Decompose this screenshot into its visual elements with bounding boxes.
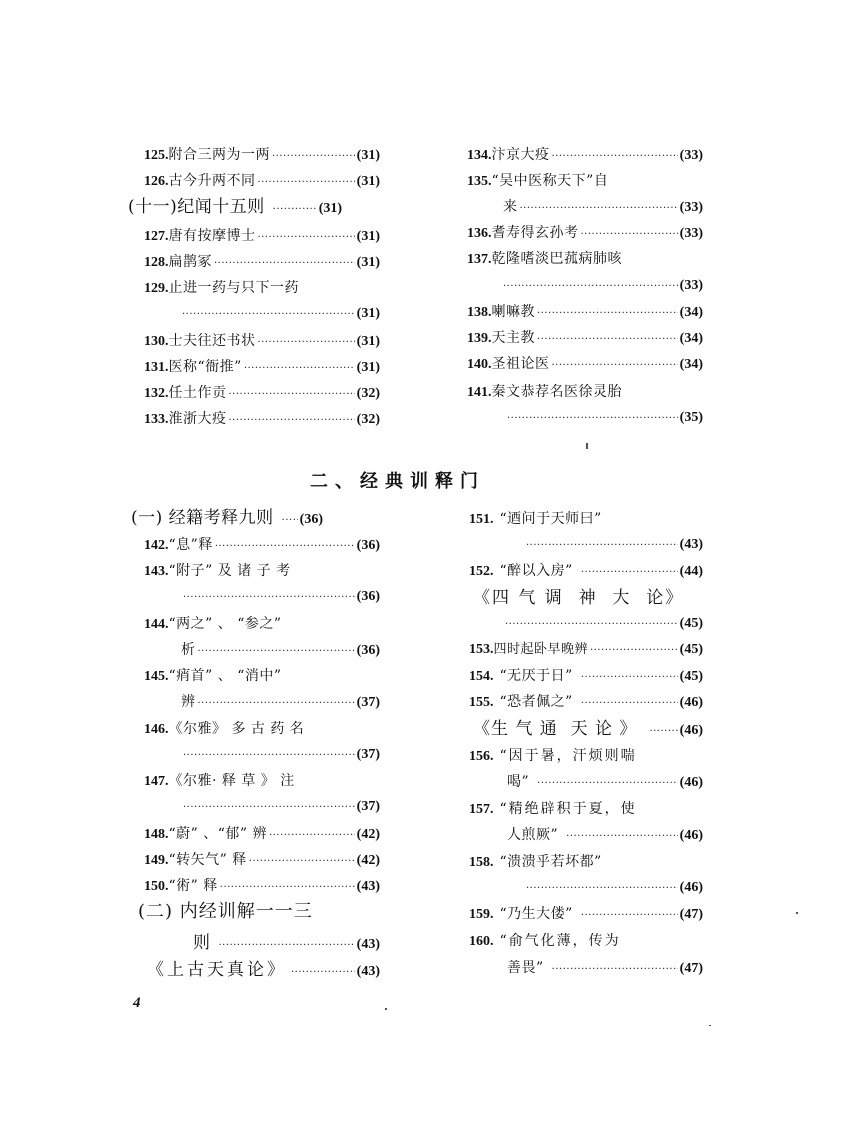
entry-title: 耆寿得玄孙考 — [491, 225, 579, 241]
leader-dots — [273, 201, 317, 219]
leader-dots — [581, 226, 678, 244]
entry-number: 157. — [469, 802, 494, 817]
entry-number: 155. — [469, 695, 494, 710]
leader-dots — [552, 148, 678, 166]
entry-number: 129. — [144, 281, 169, 296]
toc-entry-continuation[interactable] — [183, 746, 380, 765]
entry-page: (37) — [356, 747, 380, 762]
entry-page: (36) — [356, 538, 380, 553]
entry-number: 138. — [467, 305, 492, 320]
entry-page: (31) — [356, 174, 380, 189]
toc-entry-continuation[interactable] — [182, 305, 380, 324]
toc-entry[interactable] — [469, 747, 703, 766]
entry-title: 圣祖论医 — [491, 356, 550, 372]
leader-dots — [505, 616, 678, 634]
leader-dots — [282, 512, 298, 530]
entry-number: 148. — [144, 827, 169, 842]
entry-number: 156. — [469, 749, 494, 764]
entry-title: 医称“衙推” — [168, 359, 242, 375]
entry-number: 154. — [469, 669, 494, 684]
leader-dots — [214, 255, 355, 273]
toc-entry-continuation[interactable] — [183, 798, 380, 817]
subsection-title: (二) 内经训解一一三 — [138, 901, 313, 922]
toc-entry[interactable] — [144, 562, 380, 581]
entry-title: 士夫往还书状 — [168, 333, 256, 349]
chapter-title: 《上古天真论》 — [147, 960, 287, 980]
leader-dots — [566, 828, 678, 846]
toc-entry-continuation[interactable] — [505, 615, 703, 634]
entry-number: 130. — [144, 334, 169, 349]
toc-entry[interactable] — [144, 332, 380, 352]
entry-title: “迺问于天师曰” — [499, 511, 602, 527]
toc-entry[interactable] — [144, 615, 380, 634]
entry-title: 汴京大疫 — [491, 147, 550, 163]
entry-page: (45) — [679, 669, 703, 684]
entry-title: “精绝辟积于夏，使 — [499, 801, 637, 817]
entry-title: “因于暑，汗烦则喘 — [499, 748, 637, 764]
entry-title: “转矢气” 释 — [168, 852, 247, 868]
toc-entry[interactable] — [469, 800, 703, 819]
entry-number: 132. — [144, 386, 169, 401]
toc-entry[interactable] — [469, 667, 703, 687]
toc-entry[interactable] — [467, 303, 703, 323]
entry-page: (31) — [356, 306, 380, 321]
entry-title-cont: 人煎厥” — [507, 827, 559, 843]
toc-entry[interactable] — [467, 250, 703, 269]
entry-page: (32) — [356, 386, 380, 401]
entry-title: “恐者佩之” — [499, 694, 573, 710]
entry-title: 古今升两不同 — [168, 173, 256, 189]
toc-entry[interactable] — [469, 510, 703, 529]
entry-number: 126. — [144, 174, 169, 189]
entry-page: (31) — [356, 334, 380, 349]
entry-page: (46) — [679, 828, 703, 843]
subsection-title-cont: 则 — [193, 933, 211, 953]
toc-subsection-heading[interactable] — [138, 903, 380, 921]
toc-entry-continuation[interactable] — [507, 959, 703, 979]
leader-dots — [537, 775, 678, 793]
entry-number: 135. — [467, 174, 492, 189]
entry-number: 131. — [144, 360, 169, 375]
leader-dots — [244, 360, 355, 378]
toc-subsection-heading[interactable] — [128, 198, 380, 219]
leader-dots — [183, 799, 355, 817]
entry-number: 153. — [469, 642, 494, 657]
entry-title: “俞气化薄，传为 — [499, 933, 621, 949]
toc-entry-continuation[interactable] — [183, 588, 380, 607]
entry-number: 133. — [144, 412, 169, 427]
toc-entry[interactable] — [144, 410, 380, 430]
toc-entry[interactable] — [144, 358, 380, 378]
toc-entry[interactable] — [469, 693, 703, 713]
toc-entry[interactable] — [144, 172, 380, 192]
entry-page: (45) — [679, 616, 703, 631]
entry-page: (35) — [679, 410, 703, 425]
entry-page: (46) — [679, 695, 703, 710]
toc-entry[interactable] — [467, 383, 703, 402]
entry-page: (34) — [679, 331, 703, 346]
toc-entry-continuation[interactable] — [526, 879, 703, 898]
leader-dots — [526, 537, 678, 555]
toc-entry-continuation[interactable] — [507, 409, 703, 428]
scan-speck — [709, 1025, 711, 1026]
toc-entry[interactable] — [144, 877, 380, 897]
entry-page: (46) — [679, 723, 703, 738]
toc-entry-continuation[interactable] — [526, 536, 703, 555]
entry-number: 136. — [467, 226, 492, 241]
leader-dots — [581, 907, 678, 925]
entry-number: 140. — [467, 357, 492, 372]
toc-entry-continuation[interactable] — [507, 826, 703, 846]
entry-page: (31) — [356, 360, 380, 375]
entry-number: 141. — [467, 385, 492, 400]
entry-page: (37) — [356, 799, 380, 814]
entry-number: 151. — [469, 512, 494, 527]
entry-title: “術” 释 — [168, 878, 218, 894]
leader-dots — [272, 148, 355, 166]
entry-title: 淮浙大疫 — [168, 411, 227, 427]
toc-entry-continuation[interactable] — [507, 773, 703, 793]
leader-dots — [229, 386, 355, 404]
toc-entry-continuation[interactable] — [181, 641, 380, 661]
toc-entry-continuation[interactable] — [503, 198, 703, 218]
entry-page: (31) — [356, 255, 380, 270]
entry-title: 天主教 — [491, 330, 535, 346]
subsection-title: (十一)纪闻十五则 — [128, 197, 265, 217]
toc-entry[interactable] — [144, 146, 380, 166]
entry-title: 秦文恭荐名医徐灵胎 — [491, 384, 622, 400]
entry-title-cont: 善畏” — [507, 960, 544, 976]
toc-entry[interactable] — [467, 224, 703, 244]
entry-page: (33) — [679, 148, 703, 163]
scan-speck — [796, 912, 798, 914]
leader-dots — [291, 964, 355, 982]
toc-entry[interactable] — [144, 667, 380, 686]
entry-number: 145. — [144, 669, 169, 684]
entry-number: 127. — [144, 229, 169, 244]
leader-dots — [215, 538, 355, 556]
entry-title: “乃生大偻” — [499, 906, 573, 922]
entry-title-cont: 辨 — [181, 694, 196, 710]
entry-number: 147. — [144, 774, 169, 789]
entry-title: “无厌于日” — [499, 668, 573, 684]
chapter-title: 《生 气 通 天 论 》 — [473, 719, 638, 739]
leader-dots — [503, 278, 678, 296]
entry-page: (45) — [679, 642, 703, 657]
toc-entry[interactable] — [467, 355, 703, 375]
toc-entry[interactable] — [144, 825, 380, 845]
toc-entry[interactable] — [144, 279, 380, 298]
leader-dots — [182, 306, 355, 324]
leader-dots — [219, 937, 355, 955]
entry-title-cont: 来 — [503, 199, 518, 215]
entry-page: (36) — [356, 589, 380, 604]
leader-dots — [552, 961, 678, 979]
toc-entry[interactable] — [144, 384, 380, 404]
leader-dots — [183, 589, 355, 607]
entry-page: (31) — [356, 229, 380, 244]
toc-entry[interactable] — [144, 720, 380, 739]
entry-page: (36) — [356, 643, 380, 658]
entry-title: 《尔雅· 释 草 》 注 — [168, 773, 295, 789]
entry-title: 扁鹊冢 — [168, 254, 212, 270]
leader-dots — [537, 305, 678, 323]
entry-number: 159. — [469, 907, 494, 922]
entry-number: 149. — [144, 853, 169, 868]
entry-page: (46) — [679, 775, 703, 790]
entry-number: 152. — [469, 564, 494, 579]
entry-title-cont: 喝” — [507, 774, 530, 790]
entry-title: “痟首” 、 “消中” — [168, 668, 282, 684]
leader-dots — [229, 412, 355, 430]
toc-subsection-heading-continuation[interactable] — [193, 934, 380, 955]
entry-page: (37) — [356, 695, 380, 710]
entry-title: 喇嘛教 — [491, 304, 535, 320]
leader-dots — [649, 723, 677, 741]
entry-page: (43) — [356, 937, 380, 952]
toc-entry[interactable] — [144, 851, 380, 871]
toc-entry[interactable] — [469, 932, 703, 951]
entry-number: 142. — [144, 538, 169, 553]
toc-entry[interactable] — [467, 329, 703, 349]
entry-page: (43) — [356, 879, 380, 894]
entry-title: “息”释 — [168, 537, 213, 553]
toc-entry[interactable] — [467, 146, 703, 166]
toc-entry[interactable] — [469, 562, 703, 582]
entry-title-cont: 析 — [181, 642, 196, 658]
chapter-title: 《四 气 调 神 大 论》 — [473, 588, 685, 608]
scan-speck — [385, 1008, 387, 1010]
leader-dots — [526, 880, 678, 898]
leader-dots — [269, 827, 355, 845]
entry-title: 《尔雅》 多 古 药 名 — [168, 721, 305, 737]
toc-chapter-heading[interactable] — [473, 720, 703, 741]
entry-number: 146. — [144, 722, 169, 737]
entry-number: 158. — [469, 855, 494, 870]
leader-dots — [198, 695, 355, 713]
entry-page: (34) — [679, 305, 703, 320]
toc-entry-continuation[interactable] — [503, 277, 703, 296]
entry-page: (33) — [679, 278, 703, 293]
entry-number: 125. — [144, 148, 169, 163]
toc-entry[interactable] — [144, 253, 380, 273]
entry-title: “附子” 及 诸 子 考 — [168, 563, 291, 579]
entry-page: (43) — [679, 537, 703, 552]
entry-number: 139. — [467, 331, 492, 346]
entry-page: (42) — [356, 853, 380, 868]
entry-title: 四时起卧早晚辨 — [493, 642, 589, 657]
entry-page: (47) — [679, 907, 703, 922]
leader-dots — [581, 695, 678, 713]
leader-dots — [520, 200, 678, 218]
entry-page: (31) — [356, 148, 380, 163]
entry-page: (42) — [356, 827, 380, 842]
toc-entry[interactable] — [469, 905, 703, 925]
leader-dots — [198, 643, 355, 661]
toc-entry[interactable] — [467, 172, 703, 191]
entry-page: (34) — [679, 357, 703, 372]
entry-number: 137. — [467, 252, 492, 267]
entry-page: (47) — [679, 961, 703, 976]
entry-page: (33) — [679, 200, 703, 215]
toc-entry[interactable] — [144, 227, 380, 247]
toc-subsection-heading[interactable] — [131, 509, 380, 530]
leader-dots — [258, 174, 355, 192]
entry-page: (46) — [679, 880, 703, 895]
leader-dots — [507, 410, 678, 428]
leader-dots — [220, 879, 355, 897]
toc-chapter-heading[interactable] — [147, 961, 380, 982]
leader-dots — [581, 564, 678, 582]
leader-dots — [258, 229, 355, 247]
leader-dots — [258, 334, 355, 352]
entry-title: “吴中医称天下”自 — [491, 173, 609, 189]
toc-entry[interactable] — [469, 641, 703, 660]
entry-page: (31) — [318, 201, 343, 216]
toc-entry[interactable] — [469, 853, 703, 872]
leader-dots — [581, 669, 678, 687]
entry-number: 143. — [144, 564, 169, 579]
leader-dots — [183, 747, 355, 765]
entry-title: “醉以入房” — [499, 563, 573, 579]
entry-number: 150. — [144, 879, 169, 894]
entry-title: 止进一药与只下一药 — [168, 280, 299, 296]
leader-dots — [249, 853, 355, 871]
entry-page: (33) — [679, 226, 703, 241]
leader-dots — [552, 357, 678, 375]
entry-title: “两之” 、 “参之” — [168, 616, 282, 632]
subsection-title: (一) 经籍考释九则 — [131, 508, 274, 528]
toc-entry[interactable] — [144, 772, 380, 791]
entry-title: 任土作贡 — [168, 385, 227, 401]
leader-dots — [590, 642, 678, 660]
toc-chapter-heading[interactable] — [473, 589, 703, 607]
toc-entry[interactable] — [144, 536, 380, 556]
entry-title: “溃溃乎若坏都” — [499, 854, 602, 870]
leader-dots — [537, 331, 678, 349]
page-number: 4 — [133, 995, 141, 1011]
entry-number: 134. — [467, 148, 492, 163]
scan-speck — [586, 443, 588, 449]
entry-number: 160. — [469, 934, 494, 949]
entry-title: 乾隆嗜淡巴菰病肺咳 — [491, 251, 622, 267]
entry-title: 附合三两为一两 — [168, 147, 270, 163]
entry-page: (36) — [299, 512, 323, 527]
toc-entry-continuation[interactable] — [181, 693, 380, 713]
entry-page: (43) — [356, 964, 380, 979]
entry-page: (44) — [679, 564, 703, 579]
entry-title: 唐有按摩博士 — [168, 228, 256, 244]
entry-title: “蔚” 、“郁” 辨 — [168, 826, 268, 842]
section-title: 二、经典训释门 — [310, 471, 485, 492]
entry-number: 144. — [144, 617, 169, 632]
entry-number: 128. — [144, 255, 169, 270]
entry-page: (32) — [356, 412, 380, 427]
